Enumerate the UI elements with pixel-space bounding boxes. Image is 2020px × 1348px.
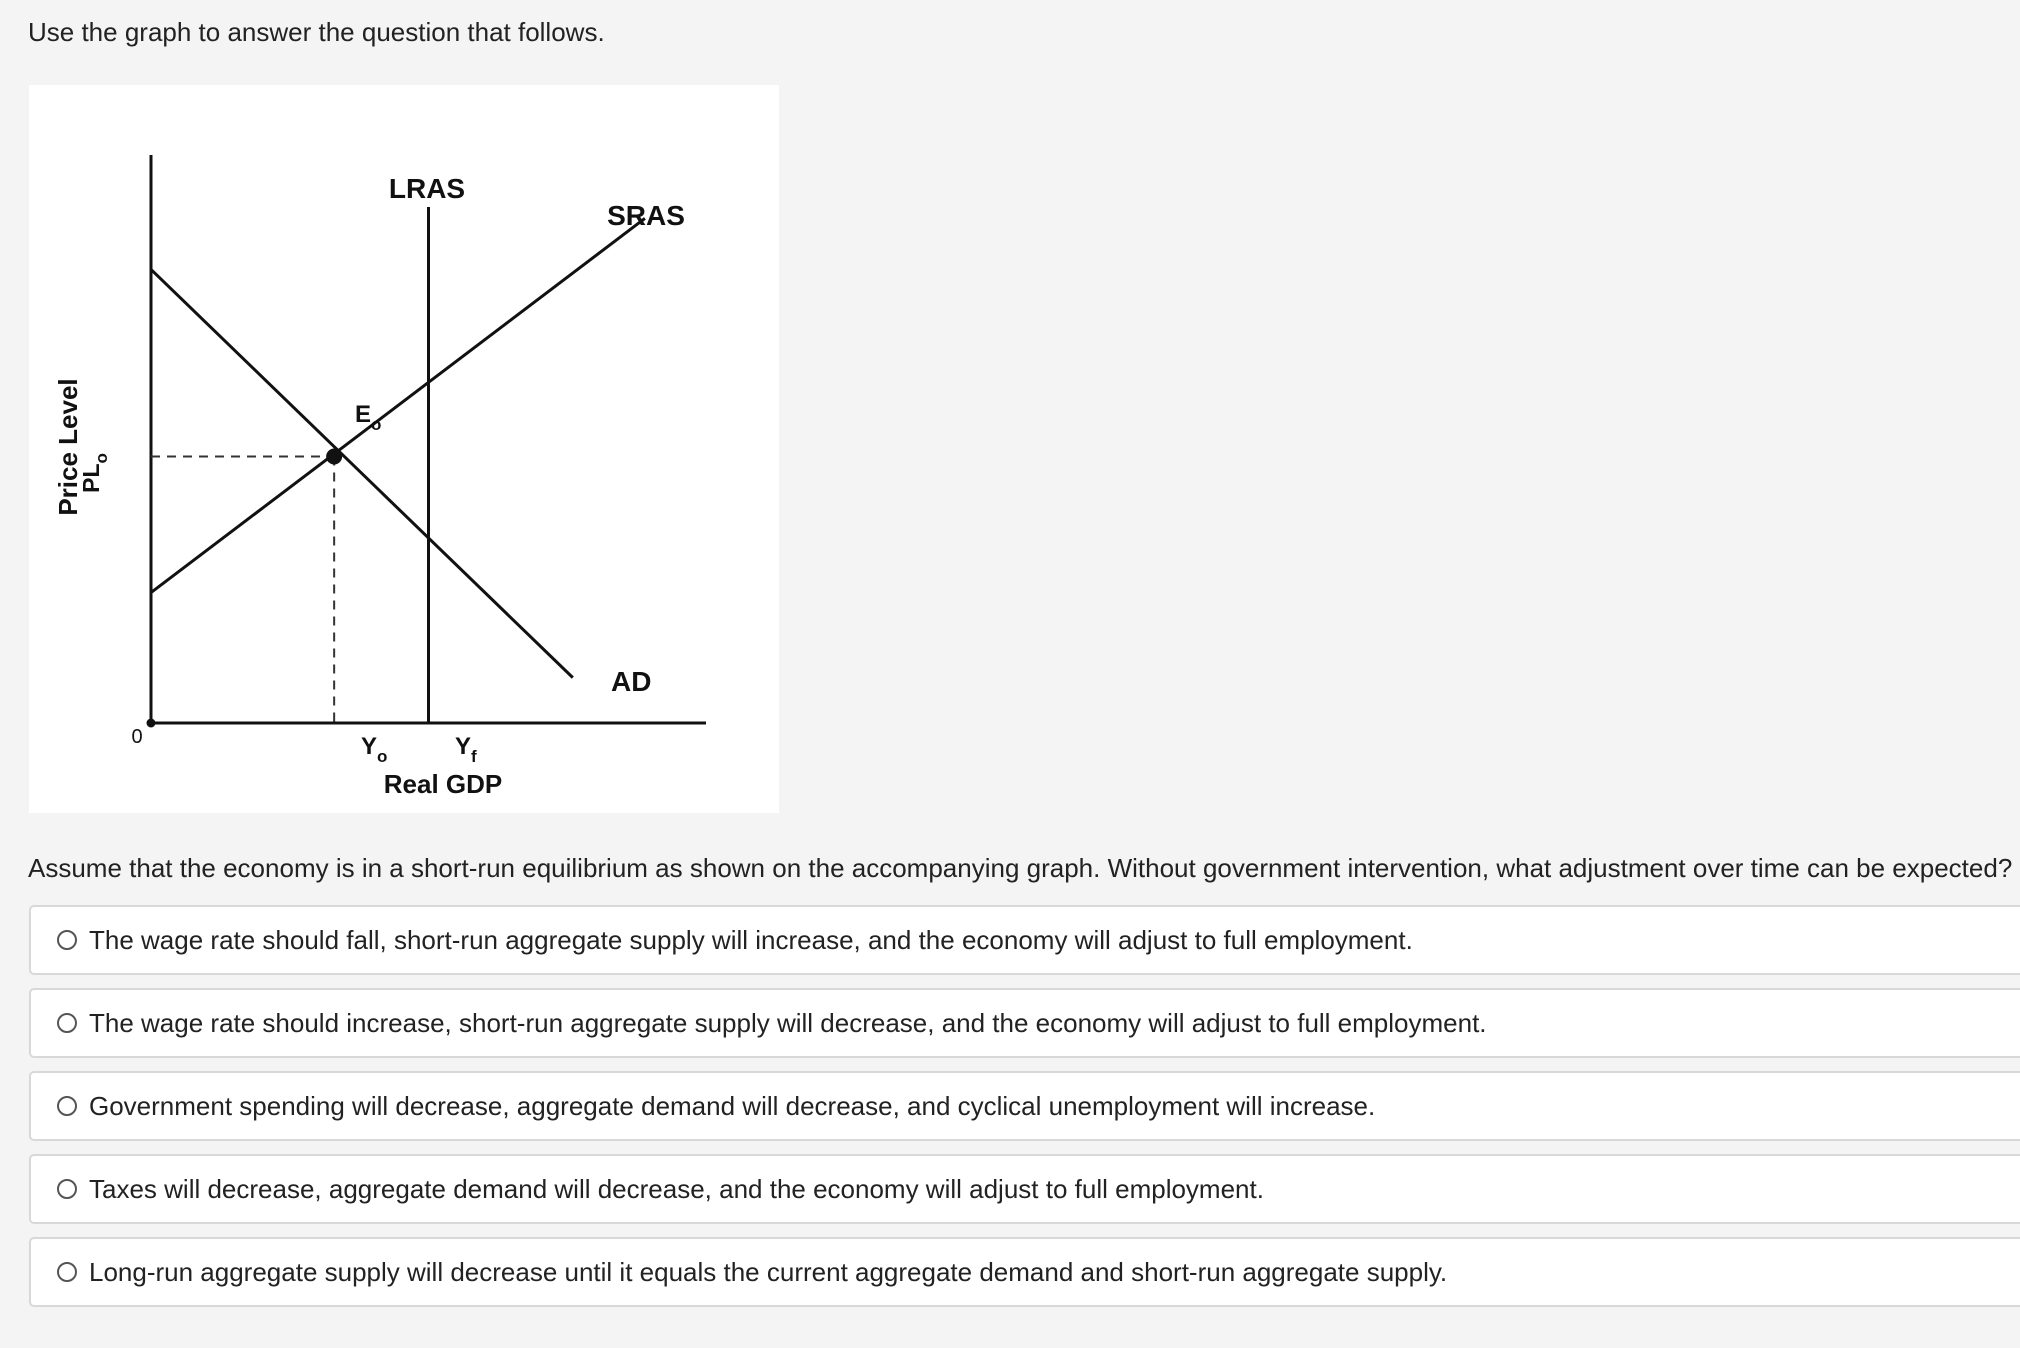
ad-as-chart <box>29 85 779 813</box>
radio-button[interactable] <box>57 1013 77 1033</box>
yf-tick-label: $Y_f$ <box>455 733 477 766</box>
radio-button[interactable] <box>57 1096 77 1116</box>
pl0-tick-label: $PL_o$ <box>78 453 111 493</box>
answer-option-4[interactable] <box>29 1154 2020 1224</box>
equilibrium-label: $E_o$ <box>355 401 382 434</box>
answer-option-3[interactable] <box>29 1071 2020 1141</box>
answer-option-5[interactable] <box>29 1237 2020 1307</box>
answer-option-1[interactable] <box>29 905 2020 975</box>
option-label: Long-run aggregate supply will decrease until it equals the current aggregate demand and short-run aggregate supply. <box>89 1257 1448 1287</box>
sras-curve <box>151 218 645 592</box>
equilibrium-point <box>326 449 342 465</box>
lras-label: LRAS <box>388 173 466 204</box>
ad-curve <box>151 269 573 677</box>
option-label: Taxes will decrease, aggregate demand will decrease, and the economy will adjust to full employment. <box>89 1174 1264 1204</box>
y-axis-label: Price Level <box>53 378 83 516</box>
radio-button[interactable] <box>57 930 77 950</box>
instruction-text: Use the graph to answer the question that follows. <box>28 17 605 47</box>
option-label: The wage rate should increase, short-run aggregate supply will decrease, and the economy will adjust to full employment. <box>89 1008 1487 1038</box>
option-label: Government spending will decrease, aggregate demand will decrease, and cyclical unemployment will increase. <box>89 1091 1376 1121</box>
origin-dot <box>147 719 156 728</box>
sras-label: SRAS <box>607 200 685 231</box>
answer-options <box>29 905 2020 1320</box>
radio-button[interactable] <box>57 1262 77 1282</box>
radio-button[interactable] <box>57 1179 77 1199</box>
graph-figure <box>29 85 779 813</box>
option-label: The wage rate should fall, short-run aggregate supply will increase, and the economy will adjust to full employment. <box>89 925 1413 955</box>
answer-option-2[interactable] <box>29 988 2020 1058</box>
question-text: Assume that the economy is in a short-run equilibrium as shown on the accompanying graph. Without government intervention, what adjustment over time can be expected? <box>28 853 2013 883</box>
ad-label: AD <box>611 666 652 697</box>
y0-tick-label: $Y_o$ <box>361 733 388 766</box>
origin-label: 0 <box>131 726 143 748</box>
x-axis-label: Real GDP <box>383 769 503 799</box>
